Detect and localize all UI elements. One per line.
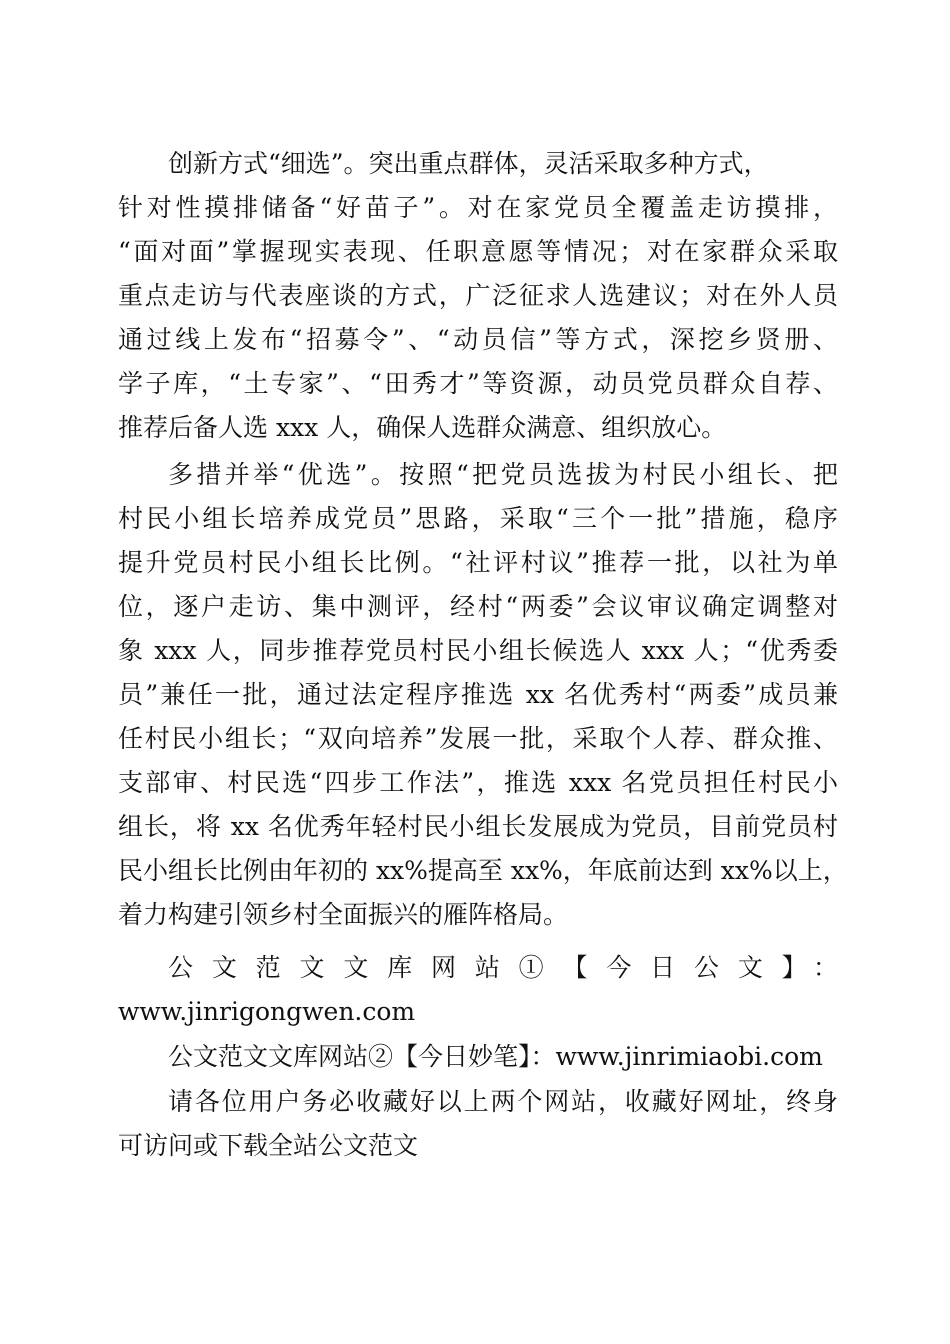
text-line: 组长，将 xx 名优秀年轻村民小组长发展成为党员，目前党员村: [118, 812, 838, 841]
text-line: 多措并举“优选”。按照“把党员选拔为村民小组长、把: [168, 460, 838, 489]
text-line: 学子库，“土专家”、“田秀才”等资源，动员党员群众自荐、: [118, 369, 838, 398]
text-line: 创新方式“细选”。突出重点群体，灵活采取多种方式，: [168, 149, 769, 178]
text-line: “面对面”掌握现实表现、任职意愿等情况；对在家群众采取: [118, 237, 838, 266]
text-line: 村民小组长培养成党员”思路，采取“三个一批”措施，稳序: [118, 504, 838, 533]
text-line: 通过线上发布“招募令”、“动员信”等方式，深挖乡贤册、: [118, 325, 838, 354]
text-line: 支部审、村民选“四步工作法”，推选 xxx 名党员担任村民小: [118, 768, 838, 797]
text-line: 提升党员村民小组长比例。“社评村议”推荐一批，以社为单: [118, 548, 838, 577]
text-line: 着力构建引领乡村全面振兴的雁阵格局。: [118, 900, 569, 929]
text-line: 可访问或下载全站公文范文: [118, 1131, 419, 1160]
website-1-label: 公文范文文库网站①【今日公文】：: [168, 953, 838, 982]
text-line: 任村民小组长；“双向培养”发展一批，采取个人荐、群众推、: [118, 724, 838, 753]
text-line: 推荐后备人选 xxx 人，确保人选群众满意、组织放心。: [118, 413, 727, 442]
text-line: 民小组长比例由年初的 xx%提高至 xx%，年底前达到 xx%以上，: [118, 856, 848, 885]
text-line: 象 xxx 人，同步推荐党员村民小组长候选人 xxx 人；“优秀委: [118, 636, 838, 665]
text-line: 针对性摸排储备“好苗子”。对在家党员全覆盖走访摸排，: [118, 193, 838, 222]
text-line: 位，逐户走访、集中测评，经村“两委”会议审议确定调整对: [118, 592, 838, 621]
text-line: 请各位用户务必收藏好以上两个网站，收藏好网址，终身: [168, 1087, 838, 1116]
website-1-url[interactable]: www.jinrigongwen.com: [118, 997, 416, 1026]
text-line: 员”兼任一批，通过法定程序推选 xx 名优秀村“两委”成员兼: [118, 680, 838, 709]
text-line: 重点走访与代表座谈的方式，广泛征求人选建议；对在外人员: [118, 281, 838, 310]
website-2-line[interactable]: 公文范文文库网站②【今日妙笔】：www.jinrimiaobi.com: [168, 1042, 823, 1071]
